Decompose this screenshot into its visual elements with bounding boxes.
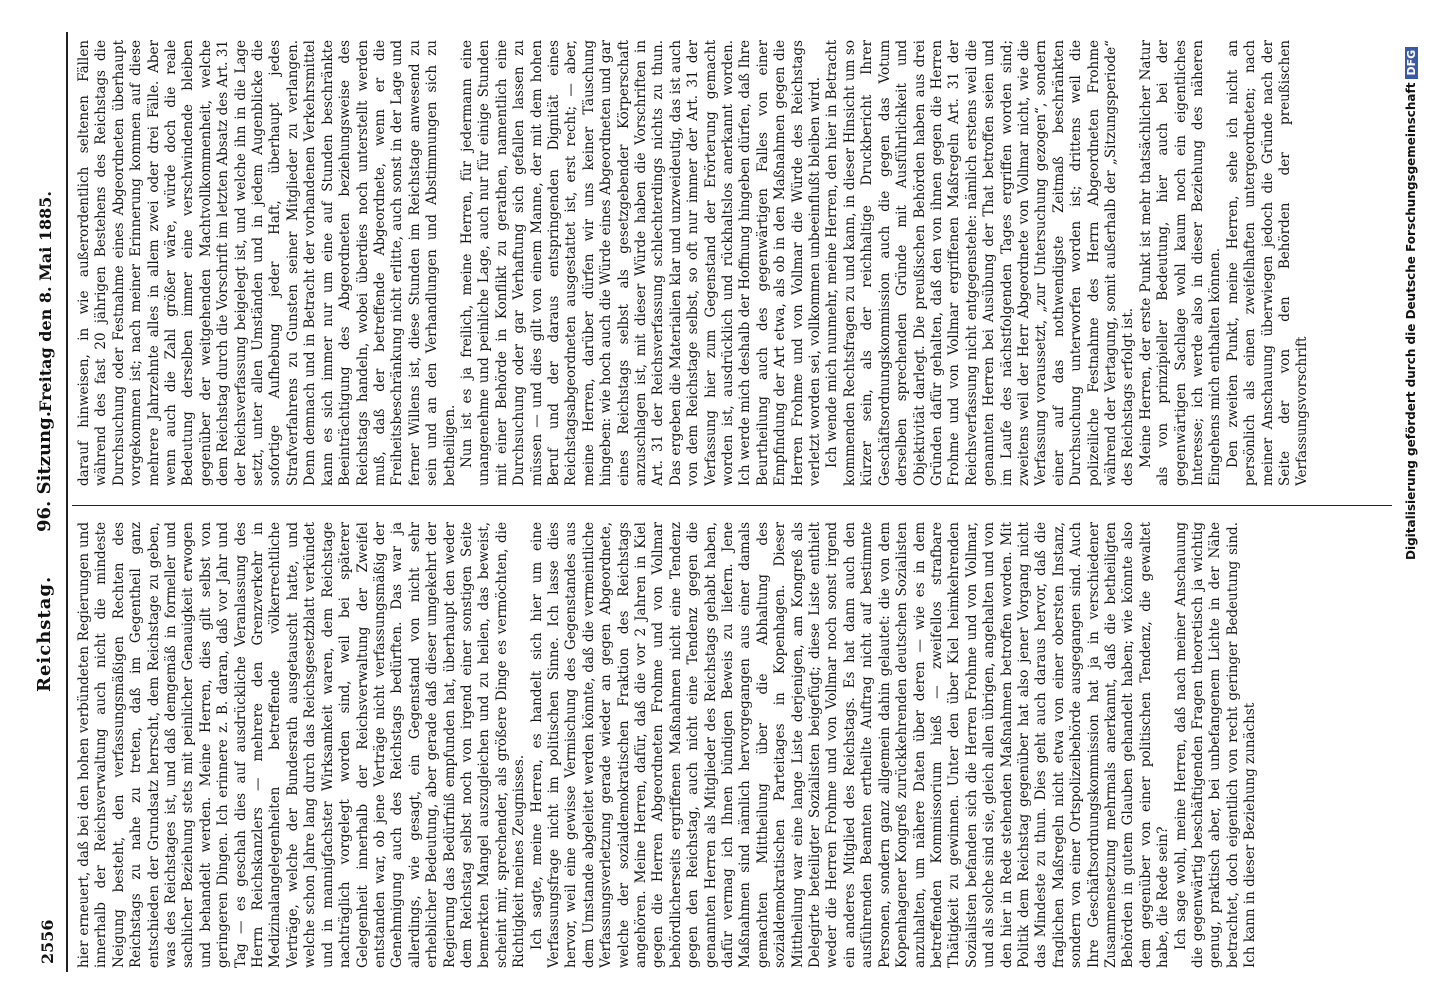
text-column-left bbox=[76, 522, 1396, 968]
paragraph: hier erneuert, daß bei den hohen verbündeten Regierungen und innerhalb der Reichsverwaltung auch nicht die mindeste Neigung besteht, den verfassungsmäßigen Rechten des Reichstags zu nahe zu treten, daß im Gegentheil ganz entschieden der Grundsatz herrscht, dem Reichstage zu geben, was des Reichstages ist, und daß demgemäß in formeller und sachlicher Beziehung stets mit peinlicher Genauigkeit erwogen und behandelt werden. Meine Herren, dies gilt selbst von geringeren Dingen. Ich erinnere z. B. daran, daß vor Jahr und Tag — es geschah dies auf ausdrückliche Veranlassung des Herrn Reichskanzlers — mehrere den Grenzverkehr in Medizinalangelegenheiten betreffende völkerrechtliche Verträge, welche der Bundesrath ausgetauscht hatte, und welche schon Jahre lang durch das Reichsgesetzblatt verkündet und in mannigfachster Wirksamkeit waren, dem Reichstage nachträglich vorgelegt worden sind, weil bei späterer Gelegenheit innerhalb der Reichsverwaltung der Zweifel entstanden war, ob jene Verträge nicht verfassungsmäßig der Genehmigung auch des Reichstags bedürften. Das war ja allerdings, wie gesagt, ein Gegenstand von nicht sehr erheblicher Bedeutung, aber gerade daß dieser umgekehrt der Regierung das Bedürfniß empfunden hat, überhaupt den weder dem Reichstag selbst noch von irgend einer sonstigen Seite bemerkten Mangel auszugleichen und zu heilen, das beweist, scheint mir, sprechender, als größere Dinge es vermöchten, die Richtigkeit meines Zeugnisses. bbox=[76, 522, 528, 968]
session-title: 96. Sitzung. bbox=[34, 411, 55, 532]
text-column-right bbox=[76, 40, 1396, 486]
paragraph: Den zweiten Punkt, meine Herren, sehe ich nicht an persönlich als einen zweifelhaften untergeordneten; nach meiner Anschauung überwiegen jedoch die Gründe nach der Seite der von den Behörden der preußischen Verfassungsvorschrift bbox=[1224, 40, 1311, 486]
page-header bbox=[28, 32, 64, 972]
dfg-logo: DFG bbox=[1405, 47, 1418, 79]
rotated-page-content bbox=[28, 32, 1408, 972]
column-divider bbox=[72, 505, 1392, 506]
paragraph: Ich sagte, meine Herren, es handelt sich hier um eine Verfassungsfrage nicht im politischen Sinne. Ich lasse dies hervor, weil eine gewisse Vermischung des Gegenstandes aus dem Umstande abgeleitet werden könnte, daß die vermeintliche Verfassungsverletzung gerade wieder an gegen Abgeordnete, welche der sozialdemokratischen Fraktion des Reichstags angehören. Meine Herren, dafür, daß die vor 2 Jahren in Kiel gegen die Herren Abgeordneten Frohme und von Vollmar behördlicherseits ergriffenen Maßnahmen nicht eine Tendenz gegen den Reichstag, auch nicht eine Tendenz gegen die genannten Herren als Mitglieder des Reichstags gehabt haben, dafür vermag ich Ihnen bündigen Beweis zu liefern. Jene Maßnahmen sind nämlich hervorgegangen aus einer damals gemachten Mittheilung über die Abhaltung des sozialdemokratischen Parteitages in Kopenhagen. Dieser Mittheilung war eine lange Liste derjenigen, am Kongreß als Delegirte beteiligter Sozialisten beigefügt; diese Liste enthielt weder die Herren Frohme und von Vollmar noch sonst irgend ein anderes Mitglied des Reichstags. Es hat dann auch den ausführenden Beamten ertheilte Auftrag nicht auf bestimmte Personen, sondern ganz allgemein dahin gelautet: die von dem Kopenhagener Kongreß zurückkehrenden deutschen Sozialisten anzuhalten, um nähere Daten über deren — wie es in dem betreffenden Kommissorium hieß — zweifellos strafbare Thätigkeit zu gewinnen. Unter den über Kiel heimkehrenden Sozialisten befanden sich die Herren Frohme und von Vollmar, und als solche sind sie, gleich allen übrigen, angehalten und von den hier in Rede stehenden Maßnahmen betroffen worden. Mit Politik dem Reichstag gegenüber hat also jener Vorgang nicht das Mindeste zu thun. Dies geht auch daraus hervor, daß die fraglichen Maßregeln nicht etwa von einer obersten Instanz, sondern von einer Ortspolizeibehörde ausgegangen sind. Auch Ihre Geschäftsordnungskommission hat ja in verschiedener Zusammensetzung mehrmals anerkannt, daß die betheiligten Behörden in gutem Glauben gehandelt haben; wie könnte also dem gegenüber von einer politischen Tendenz, die gewaltet habe, die Rede sein? bbox=[528, 522, 1172, 968]
header-rule bbox=[66, 32, 68, 972]
digitization-credit bbox=[1404, 49, 1424, 560]
paragraph: Meine Herren, der erste Punkt ist mehr thatsächlicher Natur als von prinzipieller Bedeutung, hier auch bei der gegenwärtigen Sachlage wohl kaum noch ein eigentliches Interesse; ich werde also in dieser Beziehung des näheren Eingehens mich enthalten können. bbox=[1137, 40, 1224, 486]
paragraph: Nun ist es ja freilich, meine Herren, für jedermann eine unangenehme und peinliche Lage, auch nur für einige Stunden mit einer Behörde in Konflikt zu gerathen, namentlich eine Durchsuchung oder gar Verhaftung sich gefallen lassen zu müssen — und dies gilt von einem Manne, der mit dem hohen Beruf und der daraus entspringenden Dignität eines Reichstagsabgeordneten ausgestattet ist, erst recht; — aber, meine Herren, darüber dürfen wir uns keiner Täuschung hingeben: wie hoch auch die Würde eines Abgeordneten und gar eines Reichstags selbst als gesetzgebender Körperschaft anzuschlagen ist, mit dieser Würde haben die Vorschriften in Art. 31 der Reichsverfassung schlechterdings nichts zu thun. Das ergeben die Materialien klar und unzweideutig, das ist auch von dem Reichstage selbst, so oft nur immer der Art. 31 der Verfassung hier zum Gegenstand der Erörterung gemacht worden ist, ausdrücklich und rückhaltslos anerkannt worden. Ich werde mich deshalb der Hoffnung hingeben dürfen, daß Ihre Beurtheilung auch des gegenwärtigen Falles von einer Empfindung der Art etwa, als ob in den Maßnahmen gegen die Herren Frohme und von Vollmar die Würde des Reichstags verletzt worden sei, vollkommen unbeeinflußt bleiben wird. bbox=[458, 40, 824, 486]
chamber-title: Reichstag. bbox=[34, 575, 55, 692]
paragraph: Ich sage wohl, meine Herren, daß nach meiner Anschauung die gegenwärtig beschäftigenden Fragen theoretisch ja wichtig genug, praktisch aber, bei unbefangenem Lichte in der Nähe betrachtet, doch eigentlich von recht geringer Bedeutung sind. Ich kann in dieser Beziehung zunächst bbox=[1172, 522, 1259, 968]
paragraph: Ich wende mich nunmehr, meine Herren, den hier in Betracht kommenden Rechtsfragen zu und kann, in dieser Hinsicht um so kürzer sein, als der reichhaltige Druckbericht Ihrer Geschäftsordnungskommission auch die gegen das Votum derselben sprechenden Gründe mit Ausführlichkeit und Objektivität darlegt. Die preußischen Behörden haben aus drei Gründen dafür gehalten, daß den von ihnen gegen die Herren Frohme und von Vollmar ergriffenen Maßregeln Art. 31 der Reichsverfassung nicht entgegenstehe: nämlich erstens weil die genannten Herren bei Ausübung der That betroffen seien und im Laufe des nächstfolgenden Tages ergriffen worden sind; zweitens weil der Herr Abgeordnete von Vollmar nicht, wie die Verfassung voraussetzt, „zur Untersuchung gezogen“, sondern einer auf das nothwendigste Zeitmaß beschränkten Durchsuchung unterworfen worden ist; drittens weil die polizeiliche Festnahme des Herrn Abgeordneten Frohme während der Vertagung, somit außerhalb der „Sitzungsperiode“ des Reichstags erfolgt ist. bbox=[824, 40, 1137, 486]
credit-text: Digitalisierung gefördert durch die Deutsche Forschungsgemeinschaft bbox=[1404, 82, 1418, 560]
session-date: Freitag den 8. Mai 1885. bbox=[36, 191, 55, 412]
page-number: 2556 bbox=[38, 919, 57, 964]
paragraph: darauf hinweisen, in wie außerordentlich seltenen Fällen während des fast 20 jährigen Bestehens des Reichstags die Durchsuchung oder Festnahme eines Abgeordneten überhaupt vorgekommen ist; nach meiner Erinnerung kommen auf diese mehrere Jahrzehnte alles in allem zwei oder drei Fälle. Aber wenn auch die Zahl größer wäre, würde doch die reale Bedeutung derselben immer eine verschwindende bleiben gegenüber der weitgehenden Machtvollkommenheit, welche dem Reichstag durch die Vorschrift im letzten Absatz des Art. 31 der Reichsverfassung beigelegt ist, und welche ihn in die Lage setzt, unter allen Umständen und in jedem Augenblicke die sofortige Aufhebung jeder Haft, überhaupt jedes Strafverfahrens zu Gunsten seiner Mitglieder zu verlangen. Denn demnach und in Betracht der vorhandenen Verkehrsmittel kann es sich immer nur um eine auf Stunden beschränkte Beeinträchtigung des Abgeordneten beziehungsweise des Reichstags handeln, wobei überdies noch unterstellt werden muß, daß der betreffende Abgeordnete, wenn er die Freiheitsbeschränkung nicht erlitte, auch sonst in der Lage und ferner Willens ist, diese Stunden im Reichstage anwesend zu sein und an den Verhandlungen und Abstimmungen sich zu betheiligen. bbox=[76, 40, 458, 486]
